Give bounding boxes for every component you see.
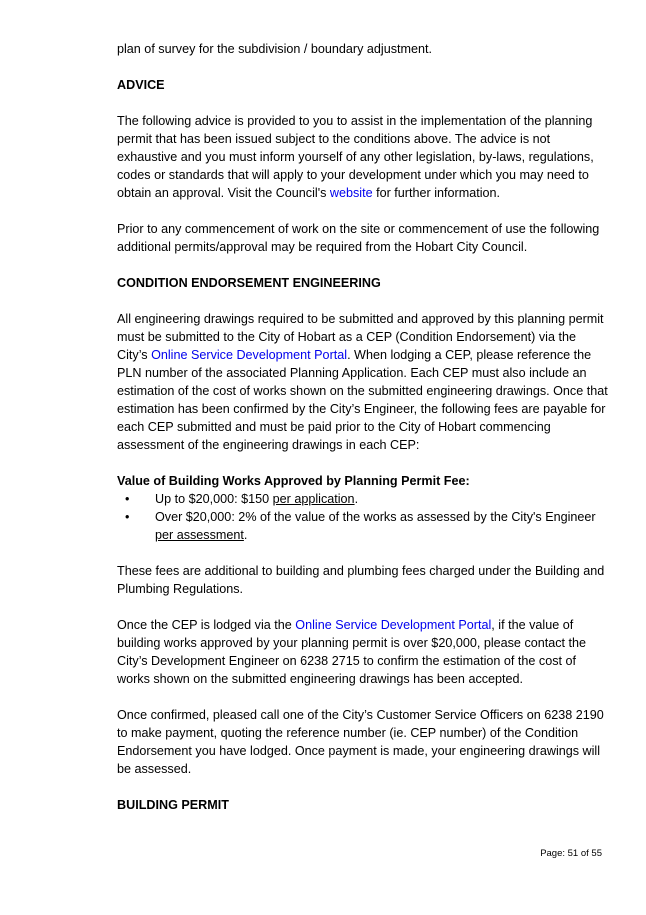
- advice-heading: ADVICE: [117, 78, 165, 92]
- fee-item-2-text: Over $20,000: 2% of the value of the works as assessed by the City's Engineer: [155, 510, 596, 524]
- condition-text-c: Once the CEP is lodged via the: [117, 618, 296, 632]
- intro-fragment: plan of survey for the subdivision / boundary adjustment.: [117, 42, 433, 56]
- fee-item-1-end: .: [354, 492, 359, 506]
- fee-item-1-underline: per application: [272, 492, 355, 506]
- condition-text-b: . When lodging a CEP, please reference the PLN number of the associated Planning Application. Each CEP must also include an estimation of the cost of works shown on the submitted engineering drawings. Once that estimation has been confirmed by the City’s Engineer, the following fees are payable for each CEP submitted and must be paid prior to the City of Hobart commencing assessment of the engineering drawings in each CEP:: [117, 348, 608, 452]
- fee-item-2-underline: per assessment: [155, 528, 244, 542]
- advice-paragraph-1: [117, 112, 609, 202]
- page-content: [117, 40, 609, 814]
- advice-text-a: The following advice is provided to you to assist in the implementation of the planning permit that has been issued subject to the conditions above. The advice is not exhaustive and you must inform yourself of any other legislation, by-laws, regulations, codes or standards that will apply to your development under which you may need to obtain an approval. Visit the Council's: [117, 114, 594, 200]
- fee-item-2: [117, 508, 609, 544]
- page-number: Page: 51 of 55: [540, 848, 602, 859]
- building-permit-heading: BUILDING PERMIT: [117, 798, 229, 812]
- online-portal-link-2[interactable]: Online Service Development Portal: [295, 618, 492, 632]
- fee-item-1: [117, 490, 609, 508]
- bullet-icon: •: [125, 510, 130, 524]
- fee-item-1-text: Up to $20,000: $150: [155, 492, 273, 506]
- bullet-icon: •: [125, 492, 130, 506]
- fee-item-2-end: .: [243, 528, 248, 542]
- website-link[interactable]: website: [329, 186, 373, 200]
- online-portal-link[interactable]: Online Service Development Portal: [151, 348, 348, 362]
- condition-text-d: , if the value of building works approved by your planning permit is over $20,000, please contact the City’s Development Engineer on 6238 2715 to confirm the estimation of the cost of works shown on the submitted engineering drawings has been accepted.: [117, 618, 587, 686]
- condition-paragraph-3: [117, 616, 609, 688]
- condition-endorsement-heading: CONDITION ENDORSEMENT ENGINEERING: [117, 276, 381, 290]
- condition-text-a: All engineering drawings required to be submitted and approved by this planning permit must be submitted to the City of Hobart as a CEP (Condition Endorsement) via the City’s: [117, 312, 604, 362]
- fee-list: [117, 490, 609, 544]
- condition-paragraph-4: Once confirmed, pleased call one of the City’s Customer Service Officers on 6238 2190 to make payment, quoting the reference number (ie. CEP number) of the Condition Endorsement you have lodged. Once payment is made, your engineering drawings will be assessed.: [117, 708, 604, 776]
- condition-paragraph-1: [117, 310, 609, 454]
- fee-subheading: Value of Building Works Approved by Planning Permit Fee:: [117, 474, 470, 488]
- advice-paragraph-2: Prior to any commencement of work on the site or commencement of use the following additional permits/approval may be required from the Hobart City Council.: [117, 222, 600, 254]
- advice-text-b: for further information.: [372, 186, 500, 200]
- condition-paragraph-2: These fees are additional to building and plumbing fees charged under the Building and Plumbing Regulations.: [117, 564, 605, 596]
